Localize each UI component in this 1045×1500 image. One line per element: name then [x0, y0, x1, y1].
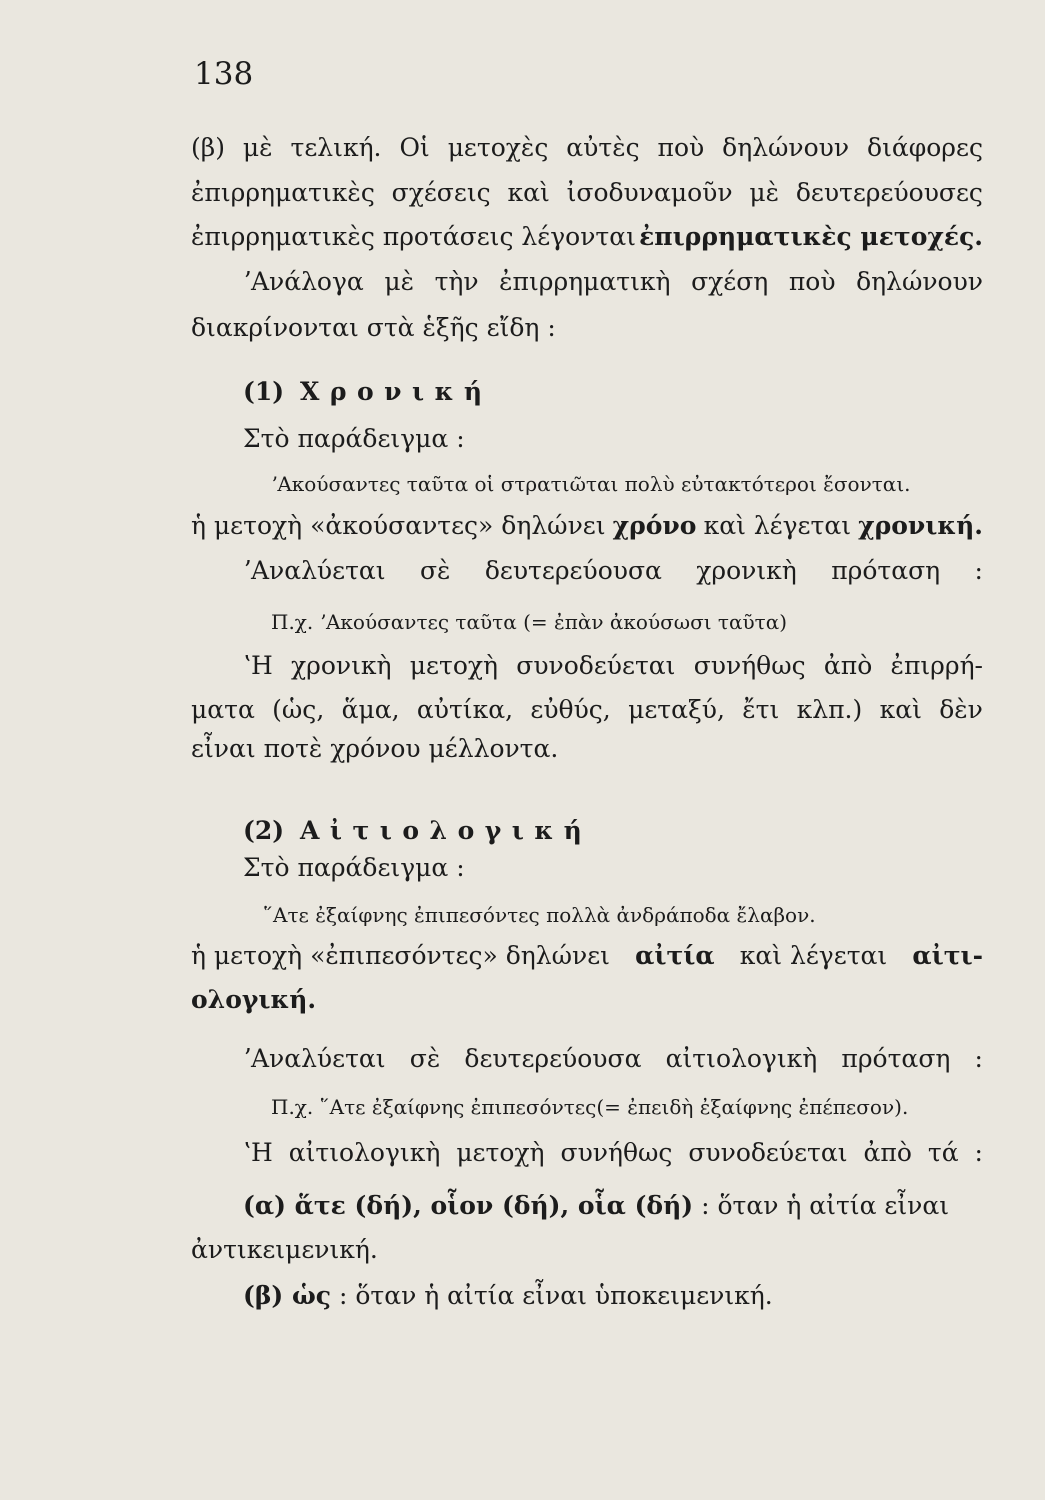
text-line: εἶναι ποτὲ χρόνου μέλλοντα. [191, 734, 559, 763]
text-line: ʽΗ αἰτιολογικὴ μετοχὴ συνήθως συνοδεύεται ἀπὸ τά : [243, 1138, 983, 1167]
text-line: (α) ἅτε (δή), οἷον (δή), οἷα (δή) : ὅταν ἡ αἰτία εἶναι [243, 1191, 950, 1220]
section-heading-1: (1) Χρονική [243, 377, 493, 406]
example-sentence: Π.χ. ʼΑκούσαντες ταῦτα (= ἐπὰν ἀκούσωσι ταῦτα) [271, 610, 788, 634]
text-line: (β) ὡς : ὅταν ἡ αἰτία εἶναι ὑποκειμενική. [243, 1281, 773, 1310]
example-sentence: ῞Ατε ἐξαίφνης ἐπιπεσόντες πολλὰ ἀνδράποδα ἔλαβον. [263, 903, 816, 927]
example-sentence: ʼΑκούσαντες ταῦτα οἱ στρατιῶται πολὺ εὐτακτότεροι ἔσονται. [271, 472, 911, 496]
text-line: ʼΑνάλογα μὲ τὴν ἐπιρρηματικὴ σχέση ποὺ δηλώνουν [243, 267, 983, 296]
text-line: ἡ μετοχὴ «ἐπιπεσόντες» δηλώνει αἰτία καὶ λέγεται αἰτι- [191, 941, 983, 970]
text-line: ʽΗ χρονικὴ μετοχὴ συνοδεύεται συνήθως ἀπὸ ἐπιρρή- [243, 651, 983, 680]
text-line: ματα (ὡς, ἅμα, αὐτίκα, εὐθύς, μεταξύ, ἔτι κλπ.) καὶ δὲν [191, 695, 983, 724]
text-line: ʼΑναλύεται σὲ δευτερεύουσα αἰτιολογικὴ πρόταση : [243, 1044, 983, 1073]
text-line: διακρίνονται στὰ ἑξῆς εἴδη : [191, 313, 556, 342]
text-line: ἡ μετοχὴ «ἀκούσαντες» δηλώνει χρόνο καὶ λέγεται χρονική. [191, 511, 983, 540]
example-label: Στὸ παράδειγμα : [243, 853, 465, 882]
text-line: ολογική. [191, 985, 317, 1014]
text-line: (β) μὲ τελική. Οἱ μετοχὲς αὐτὲς ποὺ δηλώνουν διάφορες [191, 133, 983, 162]
bold-term: ἐπιρρηματικὲς μετοχές. [639, 222, 983, 251]
example-sentence: Π.χ. ῞Ατε ἐξαίφνης ἐπιπεσόντες(= ἐπειδὴ ἐξαίφνης ἐπέπεσον). [271, 1095, 909, 1119]
text-line: ʼΑναλύεται σὲ δευτερεύουσα χρονικὴ πρόταση : [243, 556, 983, 585]
text-line: ἐπιρρηματικὲς προτάσεις λέγονται ἐπιρρηματικὲς μετοχές. [191, 222, 983, 251]
example-label: Στὸ παράδειγμα : [243, 424, 465, 453]
page-number: 138 [194, 56, 254, 92]
text-line: ἀντικειμενική. [191, 1235, 378, 1264]
text-line: ἐπιρρηματικὲς σχέσεις καὶ ἰσοδυναμοῦν μὲ δευτερεύουσες [191, 178, 983, 207]
section-heading-2: (2) Αἰτιολογική [243, 816, 593, 845]
